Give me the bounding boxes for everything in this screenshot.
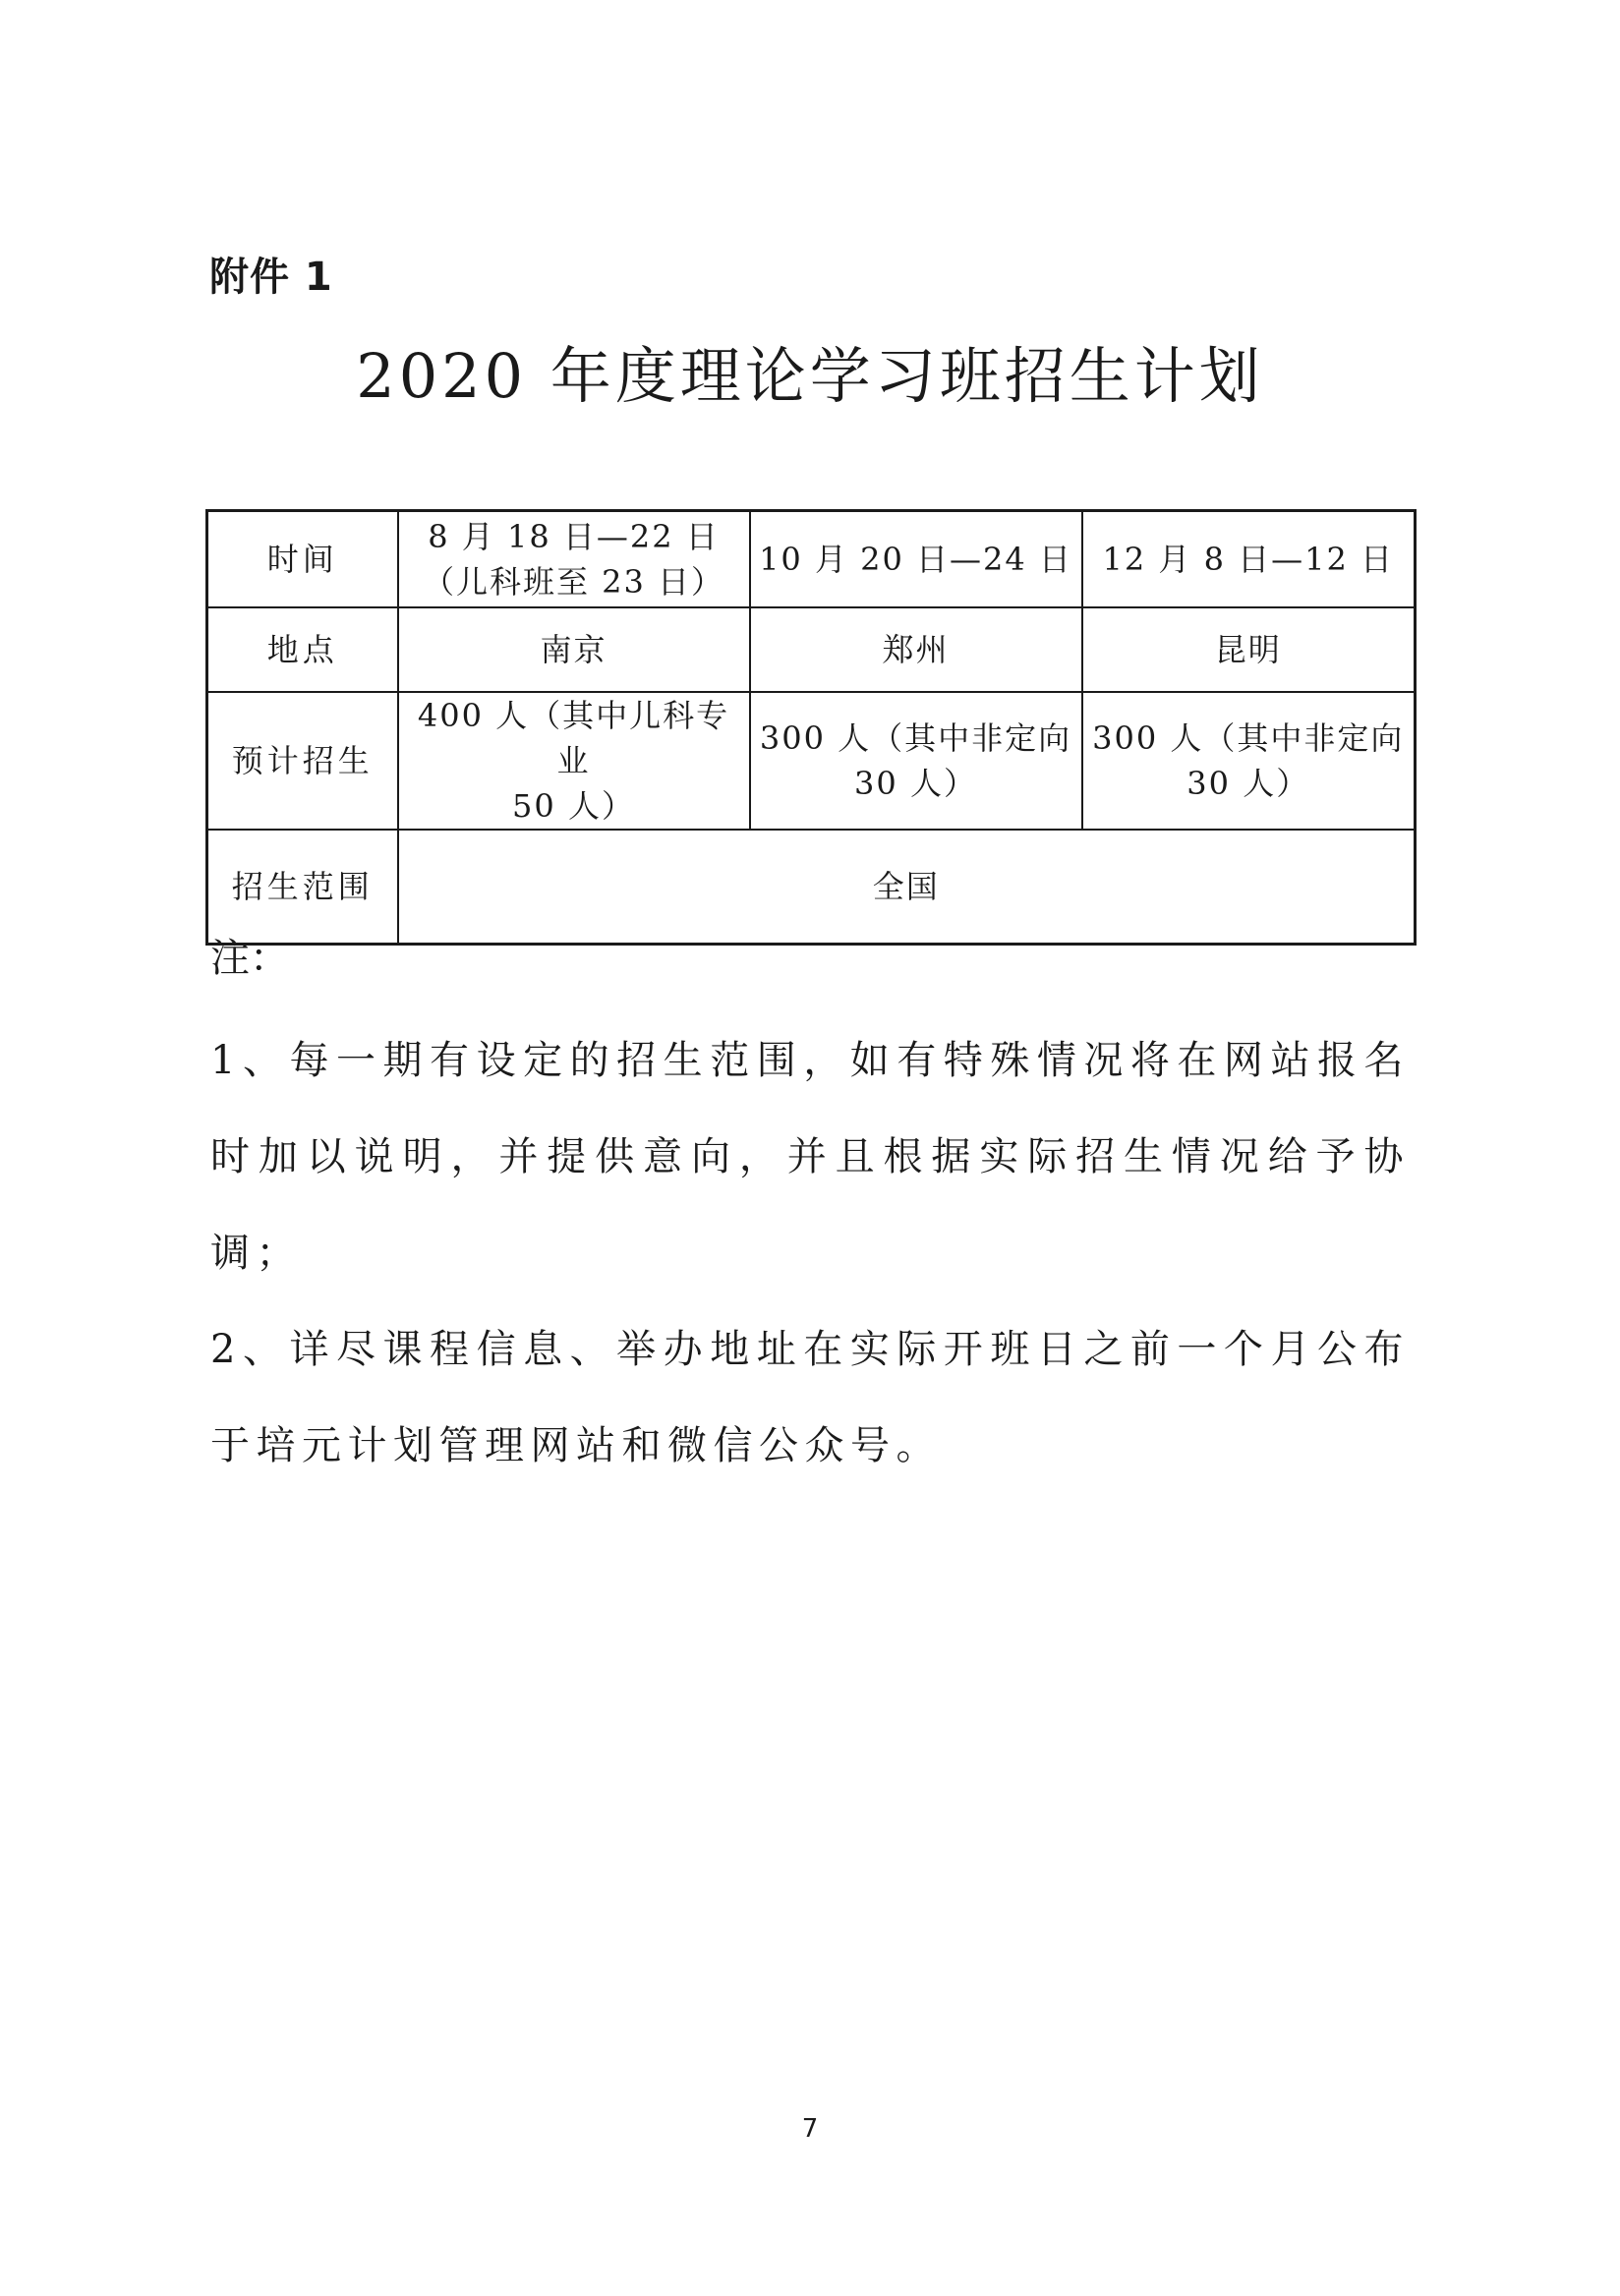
- table-row-place: [207, 607, 1416, 692]
- attachment-label: 附件 1: [209, 255, 333, 300]
- document-title: 2020 年度理论学习班招生计划: [356, 340, 1264, 412]
- cell-zhengzhou-enrollment: 300 人（其中非定向 30 人）: [750, 692, 1082, 830]
- cell-zhengzhou-time: 10 月 20 日—24 日: [750, 511, 1082, 608]
- row-label-scope: 招生范围: [207, 830, 398, 945]
- cell-nanjing-time: 8 月 18 日—22 日 （儿科班至 23 日）: [398, 511, 750, 608]
- row-label-place: 地点: [207, 607, 398, 692]
- row-label-time: 时间: [207, 511, 398, 608]
- table-row-scope: [207, 830, 1416, 945]
- cell-zhengzhou-place: 郑州: [750, 607, 1082, 692]
- cell-nanjing-place: 南京: [398, 607, 750, 692]
- cell-scope-merged: 全国: [398, 830, 1416, 945]
- notes-heading: 注：: [210, 936, 289, 981]
- enrollment-plan-table: [205, 509, 1417, 946]
- table-row-enrollment: [207, 692, 1416, 830]
- cell-kunming-time: 12 月 8 日—12 日: [1082, 511, 1416, 608]
- cell-kunming-place: 昆明: [1082, 607, 1416, 692]
- row-label-enrollment: 预计招生: [207, 692, 398, 830]
- page-number: 7: [801, 2114, 819, 2144]
- cell-kunming-enrollment: 300 人（其中非定向 30 人）: [1082, 692, 1416, 830]
- note-item-1: 1、每一期有设定的招生范围，如有特殊情况将在网站报名时加以说明，并提供意向，并且根据实际招生情况给予协调；: [210, 1038, 1410, 1276]
- notes-body: [210, 1012, 1410, 1494]
- note-item-2: 2、详尽课程信息、举办地址在实际开班日之前一个月公布于培元计划管理网站和微信公众号。: [210, 1327, 1410, 1468]
- cell-nanjing-enrollment: 400 人（其中儿科专业 50 人）: [398, 692, 750, 830]
- table-row-time: [207, 511, 1416, 608]
